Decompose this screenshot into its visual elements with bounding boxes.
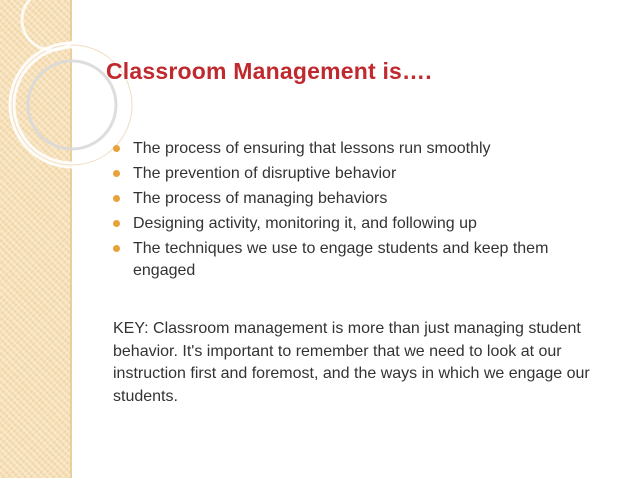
round-bullet-icon	[113, 195, 120, 202]
list-item	[113, 163, 613, 185]
bullet-text: The prevention of disruptive behavior	[133, 165, 397, 182]
key-paragraph: KEY: Classroom management is more than just managing student behavior. It's important to remember that we need to look at our instruction first and foremost, and the ways in which we engage our students.	[113, 320, 590, 405]
round-bullet-icon	[113, 245, 120, 252]
bullet-list	[113, 138, 613, 285]
round-bullet-icon	[113, 170, 120, 177]
bullet-text: Designing activity, monitoring it, and following up	[133, 215, 477, 232]
round-bullet-icon	[113, 145, 120, 152]
list-item	[113, 213, 613, 235]
bullet-text: The techniques we use to engage students and keep them engaged	[133, 240, 549, 279]
bullet-text: The process of managing behaviors	[133, 190, 388, 207]
bullet-text: The process of ensuring that lessons run smoothly	[133, 140, 491, 157]
list-item	[113, 238, 613, 282]
list-item	[113, 188, 613, 210]
round-bullet-icon	[113, 220, 120, 227]
slide-title: Classroom Management is….	[106, 58, 432, 84]
list-item	[113, 138, 613, 160]
